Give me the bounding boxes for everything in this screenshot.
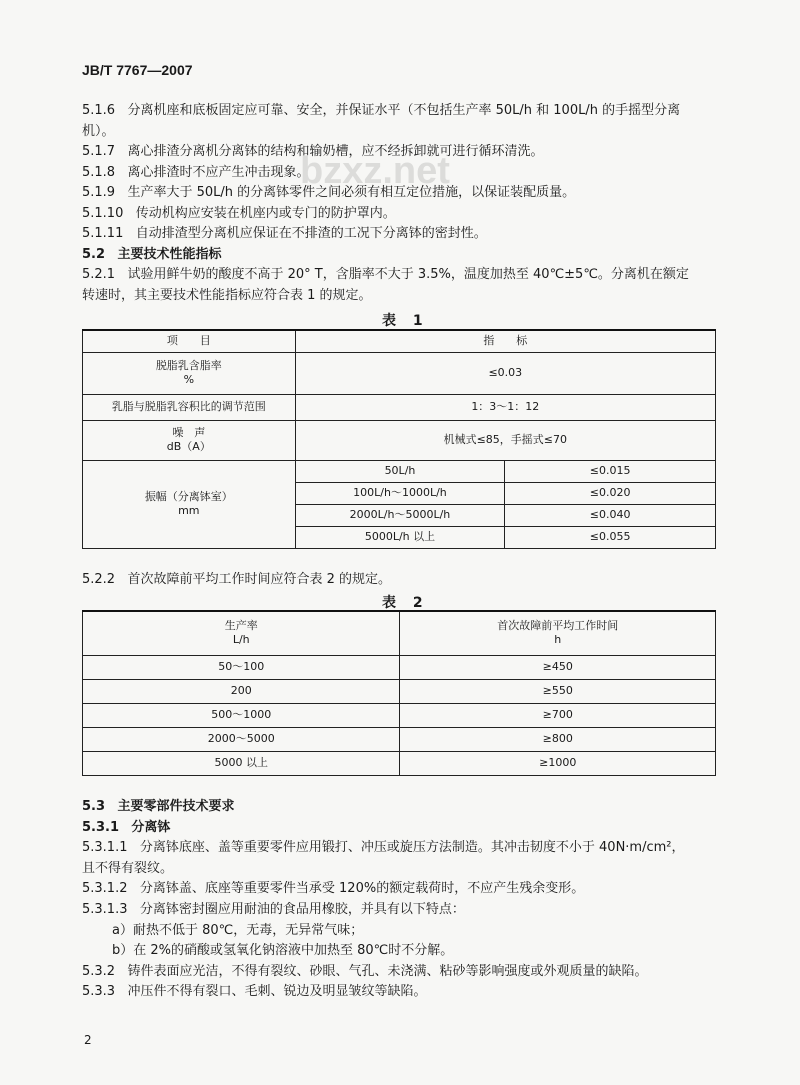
doc-code-header: JB/T 7767—2007 xyxy=(82,62,193,78)
clause-line xyxy=(82,266,689,284)
clause-text: 主要技术性能指标 xyxy=(117,246,222,262)
clause-text: 机）。 xyxy=(82,123,115,139)
t2-time: ≥800 xyxy=(400,727,716,751)
clause-text: 分离钵密封圈应用耐油的食品用橡胶，并具有以下特点： xyxy=(139,902,465,917)
clause-number: 5.3.1 xyxy=(82,819,120,835)
clause-line xyxy=(82,143,544,161)
t1-head-item: 项 目 xyxy=(83,330,296,352)
t2-time: ≥450 xyxy=(400,655,716,679)
t2-rate: 2000～5000 xyxy=(83,727,400,751)
t1-r1-value: ≤0.03 xyxy=(295,352,715,394)
clause-number: 5.2 xyxy=(82,246,106,262)
clause-line xyxy=(82,963,648,981)
table1 xyxy=(82,329,716,549)
clause-line xyxy=(82,880,584,898)
clause-number: 5.1.10 xyxy=(82,205,124,221)
clause-number: 5.1.9 xyxy=(82,185,116,200)
clause-text: 生产率大于 50L/h 的分离钵零件之间必须有相互定位措施，以保证装配质量。 xyxy=(127,185,576,200)
t2-rate: 500～1000 xyxy=(83,703,400,727)
clause-text: 离心排渣分离机分离钵的结构和输奶槽，应不经拆卸就可进行循环清洗。 xyxy=(127,144,544,159)
t1-r4-label: 振幅（分离钵室） mm xyxy=(83,460,296,548)
t1-amp-value: ≤0.055 xyxy=(505,526,716,548)
clause-text: 传动机构应安装在机座内或专门的防护罩内。 xyxy=(135,205,396,221)
t1-r1-label: 脱脂乳含脂率 % xyxy=(83,352,296,394)
clause-line xyxy=(82,184,575,202)
clause-number: 5.3.1.2 xyxy=(82,881,128,897)
t2-rate: 5000 以上 xyxy=(83,751,400,775)
t1-amp-rate: 50L/h xyxy=(295,460,505,482)
clause-number: 5.3.3 xyxy=(82,984,116,1000)
watermark: bzxz.net xyxy=(300,150,450,192)
clause-line xyxy=(82,901,465,919)
t1-r2-label: 乳脂与脱脂乳容积比的调节范围 xyxy=(83,394,296,420)
clause-number: 5.3.1.3 xyxy=(82,902,128,917)
clause-line xyxy=(82,819,170,837)
t1-amp-value: ≤0.015 xyxy=(505,460,716,482)
clause-line xyxy=(82,798,234,816)
table1-caption: 表 1 xyxy=(382,313,429,329)
t2-rate: 50～100 xyxy=(83,655,400,679)
clause-text: a）耐热不低于 80℃，无毒，无异常气味； xyxy=(112,922,364,938)
clause-text: 铸件表面应光洁，不得有裂纹、砂眼、气孔、未浇满、粘砂等影响强度或外观质量的缺陷。 xyxy=(127,963,648,979)
t1-amp-rate: 5000L/h 以上 xyxy=(295,526,505,548)
clause-line xyxy=(82,860,173,878)
clause-text: 分离钵 xyxy=(131,819,171,835)
clause-number: 5.3 xyxy=(82,799,106,814)
clause-text: 分离机座和底板固定应可靠、安全，并保证水平（不包括生产率 50L/h 和 100L/h 的手摇型分离 xyxy=(127,103,681,118)
clause-line xyxy=(82,225,487,243)
clause-text: 分离钵盖、底座等重要零件当承受 120%的额定载荷时，不应产生残余变形。 xyxy=(139,881,585,897)
clause-text: 试验用鲜牛奶的酸度不高于 20° T，含脂率不大于 3.5%，温度加热至 40℃±5℃。分离机在额定 xyxy=(127,267,689,282)
t2-time: ≥550 xyxy=(400,679,716,703)
table2-caption: 表 2 xyxy=(382,595,429,611)
clause-text: 冲压件不得有裂口、毛刺、锐边及明显皱纹等缺陷。 xyxy=(127,984,427,1000)
clause-number: 5.3.2 xyxy=(82,963,116,979)
clause-text: b）在 2%的硝酸或氢氧化钠溶液中加热至 80℃时不分解。 xyxy=(112,943,454,959)
clause-line xyxy=(82,102,680,120)
clause-line xyxy=(82,123,115,141)
table2 xyxy=(82,610,716,776)
clause-number: 5.1.7 xyxy=(82,144,116,159)
t1-r3-label: 噪 声 dB（A） xyxy=(83,420,296,460)
t2-head-rate: 生产率 L/h xyxy=(83,611,400,655)
clause-number: 5.3.1.1 xyxy=(82,840,128,856)
clause-line xyxy=(112,922,363,940)
clause-text: 主要零部件技术要求 xyxy=(117,799,235,814)
clause-text: 离心排渣时不应产生冲击现象。 xyxy=(127,164,310,180)
clause-5-2-2: 5.2.2 首次故障前平均工作时间应符合表 2 的规定。 xyxy=(82,572,392,587)
clause-line xyxy=(82,205,396,223)
t1-r2-value: 1：3～1：12 xyxy=(295,394,715,420)
clause-line xyxy=(82,983,427,1001)
clause-number: 5.1.11 xyxy=(82,226,124,241)
clause-text: 自动排渣型分离机应保证在不排渣的工况下分离钵的密封性。 xyxy=(135,226,487,241)
clause-line xyxy=(82,287,372,305)
clause-text: 分离钵底座、盖等重要零件应用锻打、冲压或旋压方法制造。其冲击韧度不小于 40N·m/cm²， xyxy=(139,840,685,856)
clause-line xyxy=(112,942,453,960)
t2-rate: 200 xyxy=(83,679,400,703)
t2-head-time: 首次故障前平均工作时间 h xyxy=(400,611,716,655)
clause-number: 5.1.6 xyxy=(82,103,116,118)
clause-line xyxy=(82,164,310,182)
t1-r3-value: 机械式≤85，手摇式≤70 xyxy=(295,420,715,460)
clause-line xyxy=(82,246,221,264)
clause-number: 5.2.1 xyxy=(82,267,116,282)
clause-text: 且不得有裂纹。 xyxy=(82,860,174,876)
t1-head-index: 指 标 xyxy=(295,330,715,352)
t2-time: ≥700 xyxy=(400,703,716,727)
t1-amp-rate: 2000L/h～5000L/h xyxy=(295,504,505,526)
clause-number: 5.1.8 xyxy=(82,164,116,180)
clause-line xyxy=(82,839,685,857)
t1-amp-value: ≤0.040 xyxy=(505,504,716,526)
page-number: 2 xyxy=(84,1033,92,1047)
t1-amp-value: ≤0.020 xyxy=(505,482,716,504)
clause-text: 转速时，其主要技术性能指标应符合表 1 的规定。 xyxy=(82,287,372,303)
t1-amp-rate: 100L/h～1000L/h xyxy=(295,482,505,504)
t2-time: ≥1000 xyxy=(400,751,716,775)
